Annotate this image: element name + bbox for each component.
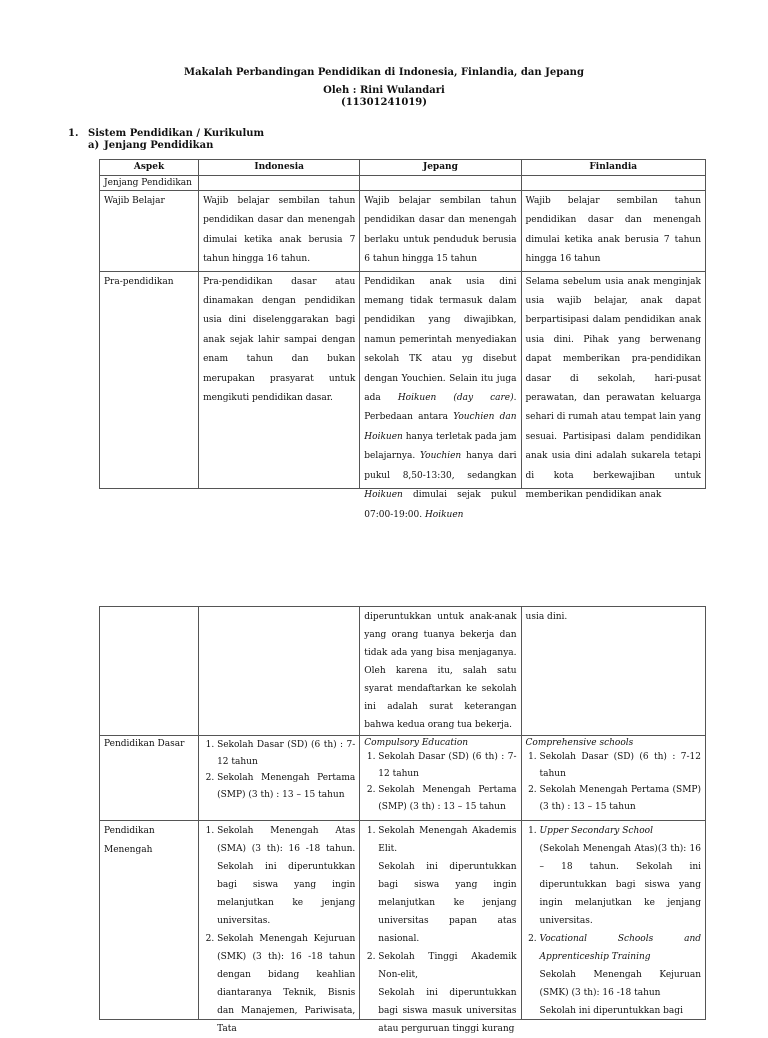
comparison-table-part-1 bbox=[99, 159, 706, 520]
cell-menengah-indonesia bbox=[199, 821, 360, 1034]
header-jepang: Jepang bbox=[360, 160, 521, 176]
cell-wajib-indonesia: Wajib belajar sembilan tahun pendidikan dasar dan menengah dimulai ketika anak berusia 7 tahun hingga 16 tahun. bbox=[199, 191, 360, 272]
header-aspek: Aspek bbox=[100, 160, 199, 176]
list-item: 1. Sekolah Dasar (SD) (6 th) : 7-12 tahun bbox=[378, 749, 516, 782]
list-item: 2. Vocational Schools and Apprenticeship Training Sekolah Menengah Kejuruan (SMK) (3 th): 16 -18 tahun Sekolah ini diperuntukkan bagi bbox=[540, 930, 701, 1020]
subsection-title: Jenjang Pendidikan bbox=[104, 140, 214, 151]
list-item: 1. Sekolah Menengah Atas (SMA) (3 th): 16 -18 tahun. Sekolah ini diperuntukkan bagi siswa yang ingin melanjutkan ke jenjang universitas. bbox=[217, 822, 355, 930]
subsection-letter: a) bbox=[88, 140, 100, 151]
cell-menengah-jepang bbox=[360, 821, 521, 1034]
section-title: Sistem Pendidikan / Kurikulum bbox=[88, 128, 265, 139]
table-row-group bbox=[100, 176, 706, 191]
cell-cont-jepang: diperuntukkan untuk anak-anak yang orang tuanya bekerja dan tidak ada yang bisa menjaganya. Oleh karena itu, salah satu syarat mendaftarkan ke sekolah ini adalah surat keterangan bahwa kedua orang tua bekerja. bbox=[360, 607, 521, 736]
table-row-pendidikan-dasar bbox=[100, 736, 706, 821]
cell-cont-finlandia: usia dini. bbox=[521, 607, 705, 736]
list-item: 1. Upper Secondary School (Sekolah Menengah Atas)(3 th): 16 – 18 tahun. Sekolah ini diperuntukkan bagi siswa yang ingin melanjutkan ke jenjang universitas. bbox=[540, 822, 701, 930]
cell-wajib-finlandia: Wajib belajar sembilan tahun pendidikan dasar dan menengah dimulai ketika anak berusia 7 tahun hingga 16 tahun bbox=[521, 191, 705, 272]
list-item: 1. Sekolah Dasar (SD) (6 th) : 7-12 tahun bbox=[540, 749, 701, 782]
caption-comprehensive: Comprehensive schools bbox=[525, 738, 634, 748]
cell-pra-finlandia: Selama sebelum usia anak menginjak usia wajib belajar, anak dapat berpartisipasi dalam pendidikan anak usia dini. Pihak yang berwenang dapat memberikan pra-pendidikan dasar di sekolah, hari-pusat perawatan, dan perawatan keluarga sehari di rumah atau tempat lain yang sesuai. Partisipasi dalam pendidikan anak usia dini adalah sukarela tetapi di kota berkewajiban untuk memberikan pendidikan anak bbox=[521, 271, 705, 488]
cell-dasar-jepang bbox=[360, 736, 521, 821]
document-title: Makalah Perbandingan Pendidikan di Indonesia, Finlandia, dan Jepang bbox=[184, 67, 584, 78]
section-number: 1. bbox=[68, 128, 79, 139]
aspek-pendidikan-dasar: Pendidikan Dasar bbox=[100, 736, 199, 821]
header-indonesia: Indonesia bbox=[199, 160, 360, 176]
table-header-row bbox=[100, 160, 706, 176]
cell-pra-indonesia: Pra-pendidikan dasar atau dinamakan dengan pendidikan usia dini diselenggarakan bagi anak sejak lahir sampai dengan enam tahun dan bukan merupakan prasyarat untuk mengikuti pendidikan dasar. bbox=[199, 271, 360, 488]
document-author: Oleh : Rini Wulandari bbox=[323, 85, 445, 96]
cell-dasar-finlandia bbox=[521, 736, 705, 821]
table-row-wajib-belajar bbox=[100, 191, 706, 272]
group-label: Jenjang Pendidikan bbox=[100, 176, 199, 191]
cell-pra-jepang: Pendidikan anak usia dini memang tidak termasuk dalam pendidikan yang diwajibkan, namun pemerintah menyediakan sekolah TK atau yg disebut dengan Youchien. Selain itu juga ada Hoikuen (day care). Perbedaan antara Youchien dan Hoikuen hanya terletak pada jam belajarnya. Youchien hanya dari pukul 8,50-13:30, sedangkan Hoikuen dimulai sejak pukul 07:00-19:00. Hoikuen bbox=[360, 271, 521, 488]
list-item: 2. Sekolah Menengah Pertama (SMP) (3 th) : 13 – 15 tahun bbox=[378, 782, 516, 815]
table-row-pra-pendidikan bbox=[100, 271, 706, 488]
aspek-pra-pendidikan: Pra-pendidikan bbox=[100, 271, 199, 488]
cell-menengah-finlandia bbox=[521, 821, 705, 1020]
aspek-pendidikan-menengah: Pendidikan Menengah bbox=[100, 821, 199, 1020]
comparison-table-part-2 bbox=[99, 606, 706, 1034]
cell-dasar-indonesia bbox=[199, 736, 360, 821]
list-item: 1. Sekolah Dasar (SD) (6 th) : 7-12 tahun bbox=[217, 737, 355, 770]
cell-wajib-jepang: Wajib belajar sembilan tahun pendidikan dasar dan menengah berlaku untuk penduduk berusia 6 tahun hingga 15 tahun bbox=[360, 191, 521, 272]
aspek-wajib-belajar: Wajib Belajar bbox=[100, 191, 199, 272]
list-item: 1. Sekolah Menengah Akademis Elit. Sekolah ini diperuntukkan bagi siswa yang ingin melanjutkan ke jenjang universitas papan atas nasional. bbox=[378, 822, 516, 948]
list-item: 2. Sekolah Tinggi Akademik Non-elit, Sekolah ini diperuntukkan bagi siswa masuk universitas atau perguruan tinggi kurang bbox=[378, 948, 516, 1038]
caption-compulsory: Compulsory Education bbox=[364, 738, 469, 748]
table-row-pendidikan-menengah bbox=[100, 821, 706, 1020]
document-student-id: (11301241019) bbox=[340, 97, 427, 108]
list-item: 2. Sekolah Menengah Pertama (SMP) (3 th) : 13 – 15 tahun bbox=[217, 770, 355, 803]
list-item: 2. Sekolah Menengah Kejuruan (SMK) (3 th): 16 -18 tahun dengan bidang keahlian diantaranya Teknik, Bisnis dan Manajemen, Pariwisata, Tata bbox=[217, 930, 355, 1038]
header-finlandia: Finlandia bbox=[521, 160, 705, 176]
list-item: 2. Sekolah Menengah Pertama (SMP) (3 th) : 13 – 15 tahun bbox=[540, 782, 701, 815]
table-row-continuation bbox=[100, 607, 706, 736]
